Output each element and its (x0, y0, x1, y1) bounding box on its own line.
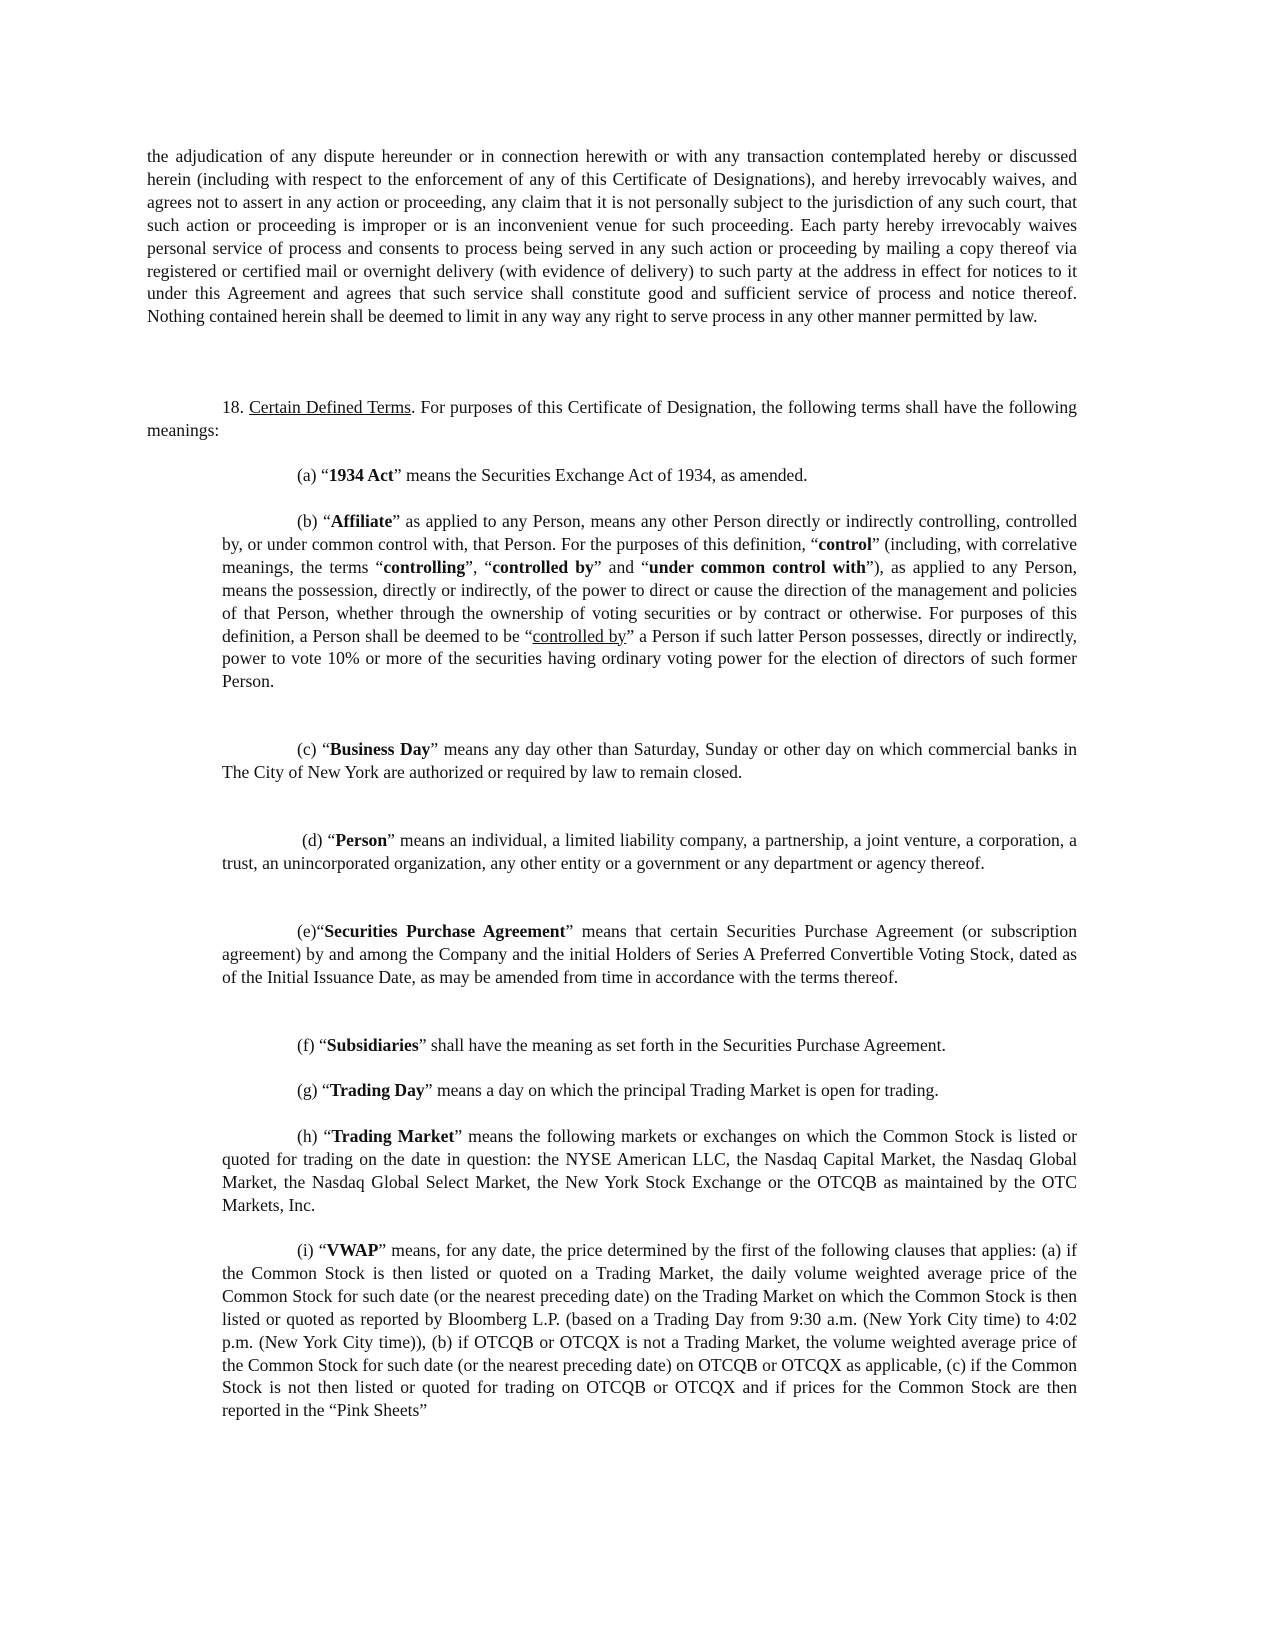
definition-e: (e)“Securities Purchase Agreement” means that certain Securities Purchase Agreement (or subscription agreement) by and among the Company and the initial Holders of Series A Preferred Convertible Voting Stock, dated as of the Initial Issuance Date, as may be amended from time in accordance with the terms thereof. (222, 921, 1077, 987)
definition-b: (b) “Affiliate” as applied to any Person, means any other Person directly or indirectly controlling, controlled by, or under common control with, that Person. For the purposes of this definition, “control” (including, with correlative meanings, the terms “controlling”, “controlled by” and “under common control with”), as applied to any Person, means the possession, directly or indirectly, of the power to direct or cause the direction of the management and policies of that Person, whether through the ownership of voting securities or by contract or otherwise. For purposes of this definition, a Person shall be deemed to be “controlled by” a Person if such latter Person possesses, directly or indirectly, power to vote 10% or more of the securities having ordinary voting power for the election of directors of such former Person. (222, 511, 1078, 692)
definition-g: (g) “Trading Day” means a day on which the principal Trading Market is open for trading. (297, 1080, 939, 1100)
section-18-heading-paragraph (147, 396, 1077, 442)
defined-term: 1934 Act (328, 465, 394, 485)
definition-c: (c) “Business Day” means any day other than Saturday, Sunday or other day on which commercial banks in The City of New York are authorized or required by law to remain closed. (222, 739, 1078, 782)
definition-i: (i) “VWAP” means, for any date, the price determined by the first of the following clauses that applies: (a) if the Common Stock is then listed or quoted on a Trading Market, the daily volume weighted average price of the Common Stock for such date (or the nearest preceding date) on the Trading Market on which the Common Stock is then listed or quoted as reported by Bloomberg L.P. (based on a Trading Day from 9:30 a.m. (New York City time) to 4:02 p.m. (New York City time)), (b) if OTCQB or OTCQX is not a Trading Market, the volume weighted average price of the Common Stock for such date (or the nearest preceding date) on OTCQB or OTCQX as applicable, (c) if the Common Stock is not then listed or quoted for trading on OTCQB or OTCQX and if prices for the Common Stock are then reported in the “Pink Sheets” (222, 1240, 1077, 1421)
section-number: 18. (222, 397, 244, 417)
defined-term: Business Day (329, 739, 431, 759)
definition-f: (f) “Subsidiaries” shall have the meaning as set forth in the Securities Purchase Agreement. (297, 1035, 946, 1055)
defined-term: Subsidiaries (326, 1035, 419, 1055)
definition-d: (d) “Person” means an individual, a limited liability company, a partnership, a joint venture, a corporation, a trust, an unincorporated organization, any other entity or a government or any department or agency thereof. (222, 830, 1077, 873)
definition-a: (a) “1934 Act” means the Securities Exchange Act of 1934, as amended. (297, 465, 808, 485)
defined-term: VWAP (326, 1240, 379, 1260)
defined-term: Person (335, 830, 388, 850)
section-heading: Certain Defined Terms (249, 397, 412, 417)
defined-term: Securities Purchase Agreement (324, 921, 566, 941)
defined-term: Affiliate (330, 511, 393, 531)
intro-paragraph: the adjudication of any dispute hereunder or in connection herewith or with any transaction contemplated hereby or discussed herein (including with respect to the enforcement of any of this Certificate of Designations), and hereby irrevocably waives, and agrees not to assert in any action or proceeding, any claim that it is not personally subject to the jurisdiction of any such court, that such action or proceeding is improper or is an inconvenient venue for such proceeding. Each party hereby irrevocably waives personal service of process and consents to process being served in any such action or proceeding by mailing a copy thereof via registered or certified mail or overnight delivery (with evidence of delivery) to such party at the address in effect for notices to it under this Agreement and agrees that such service shall constitute good and sufficient service of process and notice thereof. Nothing contained herein shall be deemed to limit in any way any right to serve process in any other manner permitted by law. (147, 146, 1077, 327)
definition-h: (h) “Trading Market” means the following markets or exchanges on which the Common Stock is listed or quoted for trading on the date in question: the NYSE American LLC, the Nasdaq Capital Market, the Nasdaq Global Market, the Nasdaq Global Select Market, the New York Stock Exchange or the OTCQB as maintained by the OTC Markets, Inc. (222, 1126, 1077, 1215)
defined-term: Trading Day (329, 1080, 425, 1100)
defined-term: Trading Market (331, 1126, 455, 1146)
section-lead: . For purposes of this Certificate of Designation, the following terms shall have the following meanings: (147, 397, 1077, 440)
